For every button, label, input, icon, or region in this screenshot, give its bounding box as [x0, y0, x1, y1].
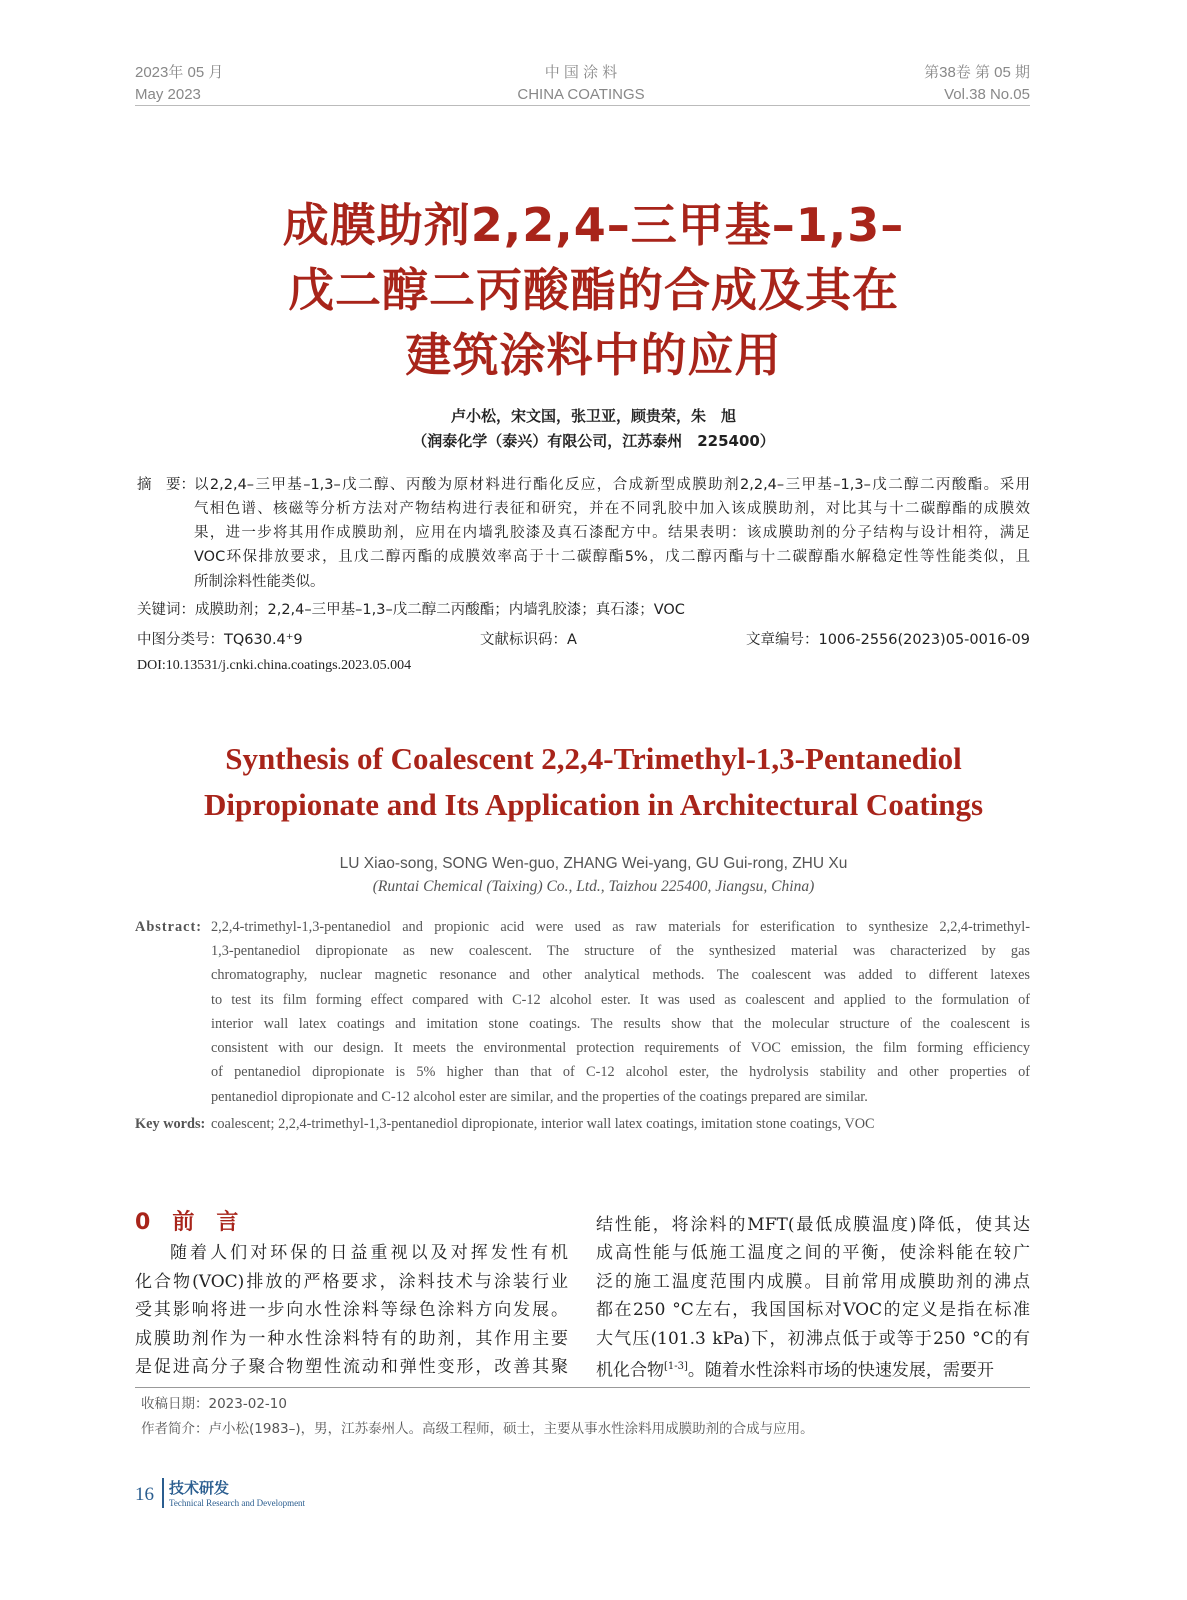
en-abstract-line: to test its film forming effect compared with C-12 alcohol ester. It was used as coalescent and applied to the formulation of	[211, 992, 1030, 1008]
cn-abstract-line: 所制涂料性能类似。	[194, 574, 325, 590]
en-abstract-line: interior wall latex coatings and imitation stone coatings. The results show that the molecular structure of the coalescent is	[211, 1016, 1030, 1032]
en-abstract-line: pentanediol dipropionate and C-12 alcohol ester are similar, and the properties of the coatings prepared are similar.	[211, 1089, 868, 1105]
en-keywords-label: Key words:	[135, 1116, 206, 1132]
body-left-line: 是促进高分子聚合物塑性流动和弹性变形，改善其聚	[135, 1357, 568, 1377]
citation[interactable]: [1-3]	[664, 1361, 688, 1372]
page-number: 16	[135, 1484, 154, 1505]
date-en: May 2023	[135, 86, 201, 103]
body-left-line: 随着人们对环保的日益重视以及对挥发性有机	[170, 1243, 568, 1263]
cn-title-line-2: 戊二醇二丙酸酯的合成及其在	[288, 263, 899, 317]
cn-abstract-line: VOC环保排放要求，且戊二醇丙酯的成膜效率高于十二碳醇酯5%，戊二醇丙酯与十二碳醇酯水解稳定性等性能类似，且	[194, 549, 1030, 565]
section-title: 前 言	[172, 1210, 239, 1235]
cn-abstract-line: 以2,2,4–三甲基–1,3–戊二醇、丙酸为原材料进行酯化反应，合成新型成膜助剂2,2,4–三甲基–1,3–戊二醇二丙酸酯。采用	[194, 477, 1030, 493]
en-abstract-line: consistent with our design. It meets the environmental protection requirements of VOC emission, the film forming efficiency	[211, 1040, 1030, 1056]
body-right-line: 都在250 °C左右，我国国标对VOC的定义是指在标准	[596, 1300, 1030, 1320]
body-left-line: 成膜助剂作为一种水性涂料特有的助剂，其作用主要	[135, 1329, 568, 1349]
cn-authors: 卢小松，宋文国，张卫亚，顾贵荣，朱 旭	[450, 407, 736, 425]
text: 机化合物	[596, 1360, 664, 1381]
volume-en: Vol.38 No.05	[944, 86, 1030, 103]
header-volume	[924, 62, 1030, 106]
en-abstract-line: of pentanediol dipropionate is 5% higher than that of C-12 alcohol ester, the hydrolysis stability and other properties of	[211, 1064, 1030, 1080]
cn-abstract-line: 果，进一步将其用作成膜助剂，应用在内墙乳胶漆及真石漆配方中。结果表明：该成膜助剂的分子结构与设计相符，满足	[194, 525, 1030, 541]
body-left-line: 受其影响将进一步向水性涂料等绿色涂料方向发展。	[135, 1300, 568, 1320]
en-abstract-line: 2,2,4-trimethyl-1,3-pentanediol and propionic acid were used as raw materials for esterification to synthesize 2,2,4-trimethyl-	[211, 919, 1030, 935]
header-rule	[135, 105, 1030, 106]
cn-article-number: 文章编号：1006-2556(2023)05-0016-09	[745, 632, 1030, 648]
cn-document-code: 文献标识码：A	[480, 632, 577, 648]
cn-abstract-label: 摘 要：	[137, 477, 195, 493]
body-right-line: 结性能，将涂料的MFT(最低成膜温度)降低，使其达	[596, 1215, 1030, 1235]
body-left-line: 化合物(VOC)排放的严格要求，涂料技术与涂装行业	[135, 1272, 568, 1292]
body-right-line: 泛的施工温度范围内成膜。目前常用成膜助剂的沸点	[596, 1272, 1030, 1292]
footer-section-en: Technical Research and Development	[169, 1498, 306, 1508]
section-number: 0	[135, 1210, 151, 1235]
body-right-line: 大气压(101.3 kPa)下，初沸点低于或等于250 °C的有	[596, 1329, 1030, 1349]
en-affiliation: (Runtai Chemical (Taixing) Co., Ltd., Taizhou 225400, Jiangsu, China)	[372, 878, 815, 895]
volume-cn: 第38卷 第 05 期	[924, 64, 1030, 81]
cn-affiliation: （润泰化学（泰兴）有限公司，江苏泰州 225400）	[412, 432, 775, 450]
cn-classification: 中图分类号：TQ630.4⁺9	[137, 632, 303, 648]
en-title-line-1: Synthesis of Coalescent 2,2,4-Trimethyl-1,3-Pentanediol	[225, 741, 962, 776]
cn-title-line-1: 成膜助剂2,2,4–三甲基–1,3–	[282, 198, 905, 252]
en-abstract-line: chromatography, nuclear magnetic resonance and other analytical methods. The coalescent was added to different latexes	[211, 967, 1030, 983]
footer-section-cn: 技术研发	[169, 1479, 230, 1497]
date-cn: 2023年 05 月	[135, 64, 224, 81]
cn-title-line-3: 建筑涂料中的应用	[405, 328, 782, 382]
en-authors: LU Xiao-song, SONG Wen-guo, ZHANG Wei-yang, GU Gui-rong, ZHU Xu	[339, 855, 848, 872]
section-heading	[135, 1205, 238, 1236]
cn-keywords: 关键词：成膜助剂；2,2,4–三甲基–1,3–戊二醇二丙酸酯；内墙乳胶漆；真石漆；VOC	[137, 602, 685, 618]
en-abstract-line: 1,3-pentanediol dipropionate as new coalescent. The structure of the synthesized material was characterized by gas	[211, 943, 1030, 959]
body-right-line: 成高性能与低施工温度之间的平衡，使涂料能在较广	[596, 1243, 1030, 1263]
en-title-line-2: Dipropionate and Its Application in Architectural Coatings	[203, 787, 984, 822]
footnote-rule	[135, 1387, 1030, 1388]
cn-abstract-line: 气相色谱、核磁等分析方法对产物结构进行表征和研究，并在不同乳胶中加入该成膜助剂，对比其与十二碳醇酯的成膜效	[194, 501, 1030, 517]
footer-divider	[162, 1478, 164, 1508]
doi: DOI:10.13531/j.cnki.china.coatings.2023.05.004	[137, 658, 412, 673]
en-keywords: coalescent; 2,2,4-trimethyl-1,3-pentanediol dipropionate, interior wall latex coatings, imitation stone coatings, VOC	[211, 1116, 875, 1132]
received-date: 收稿日期：2023-02-10	[141, 1396, 287, 1412]
journal-cn: 中 国 涂 料	[544, 64, 618, 81]
body-right-line	[596, 1353, 1030, 1385]
journal-en: CHINA COATINGS	[517, 86, 645, 103]
author-bio: 作者简介：卢小松(1983–)，男，江苏泰州人。高级工程师，硕士，主要从事水性涂料用成膜助剂的合成与应用。	[141, 1421, 814, 1437]
text: 。随着水性涂料市场的快速发展，需要开	[687, 1360, 994, 1381]
en-abstract-label: Abstract:	[135, 919, 202, 935]
